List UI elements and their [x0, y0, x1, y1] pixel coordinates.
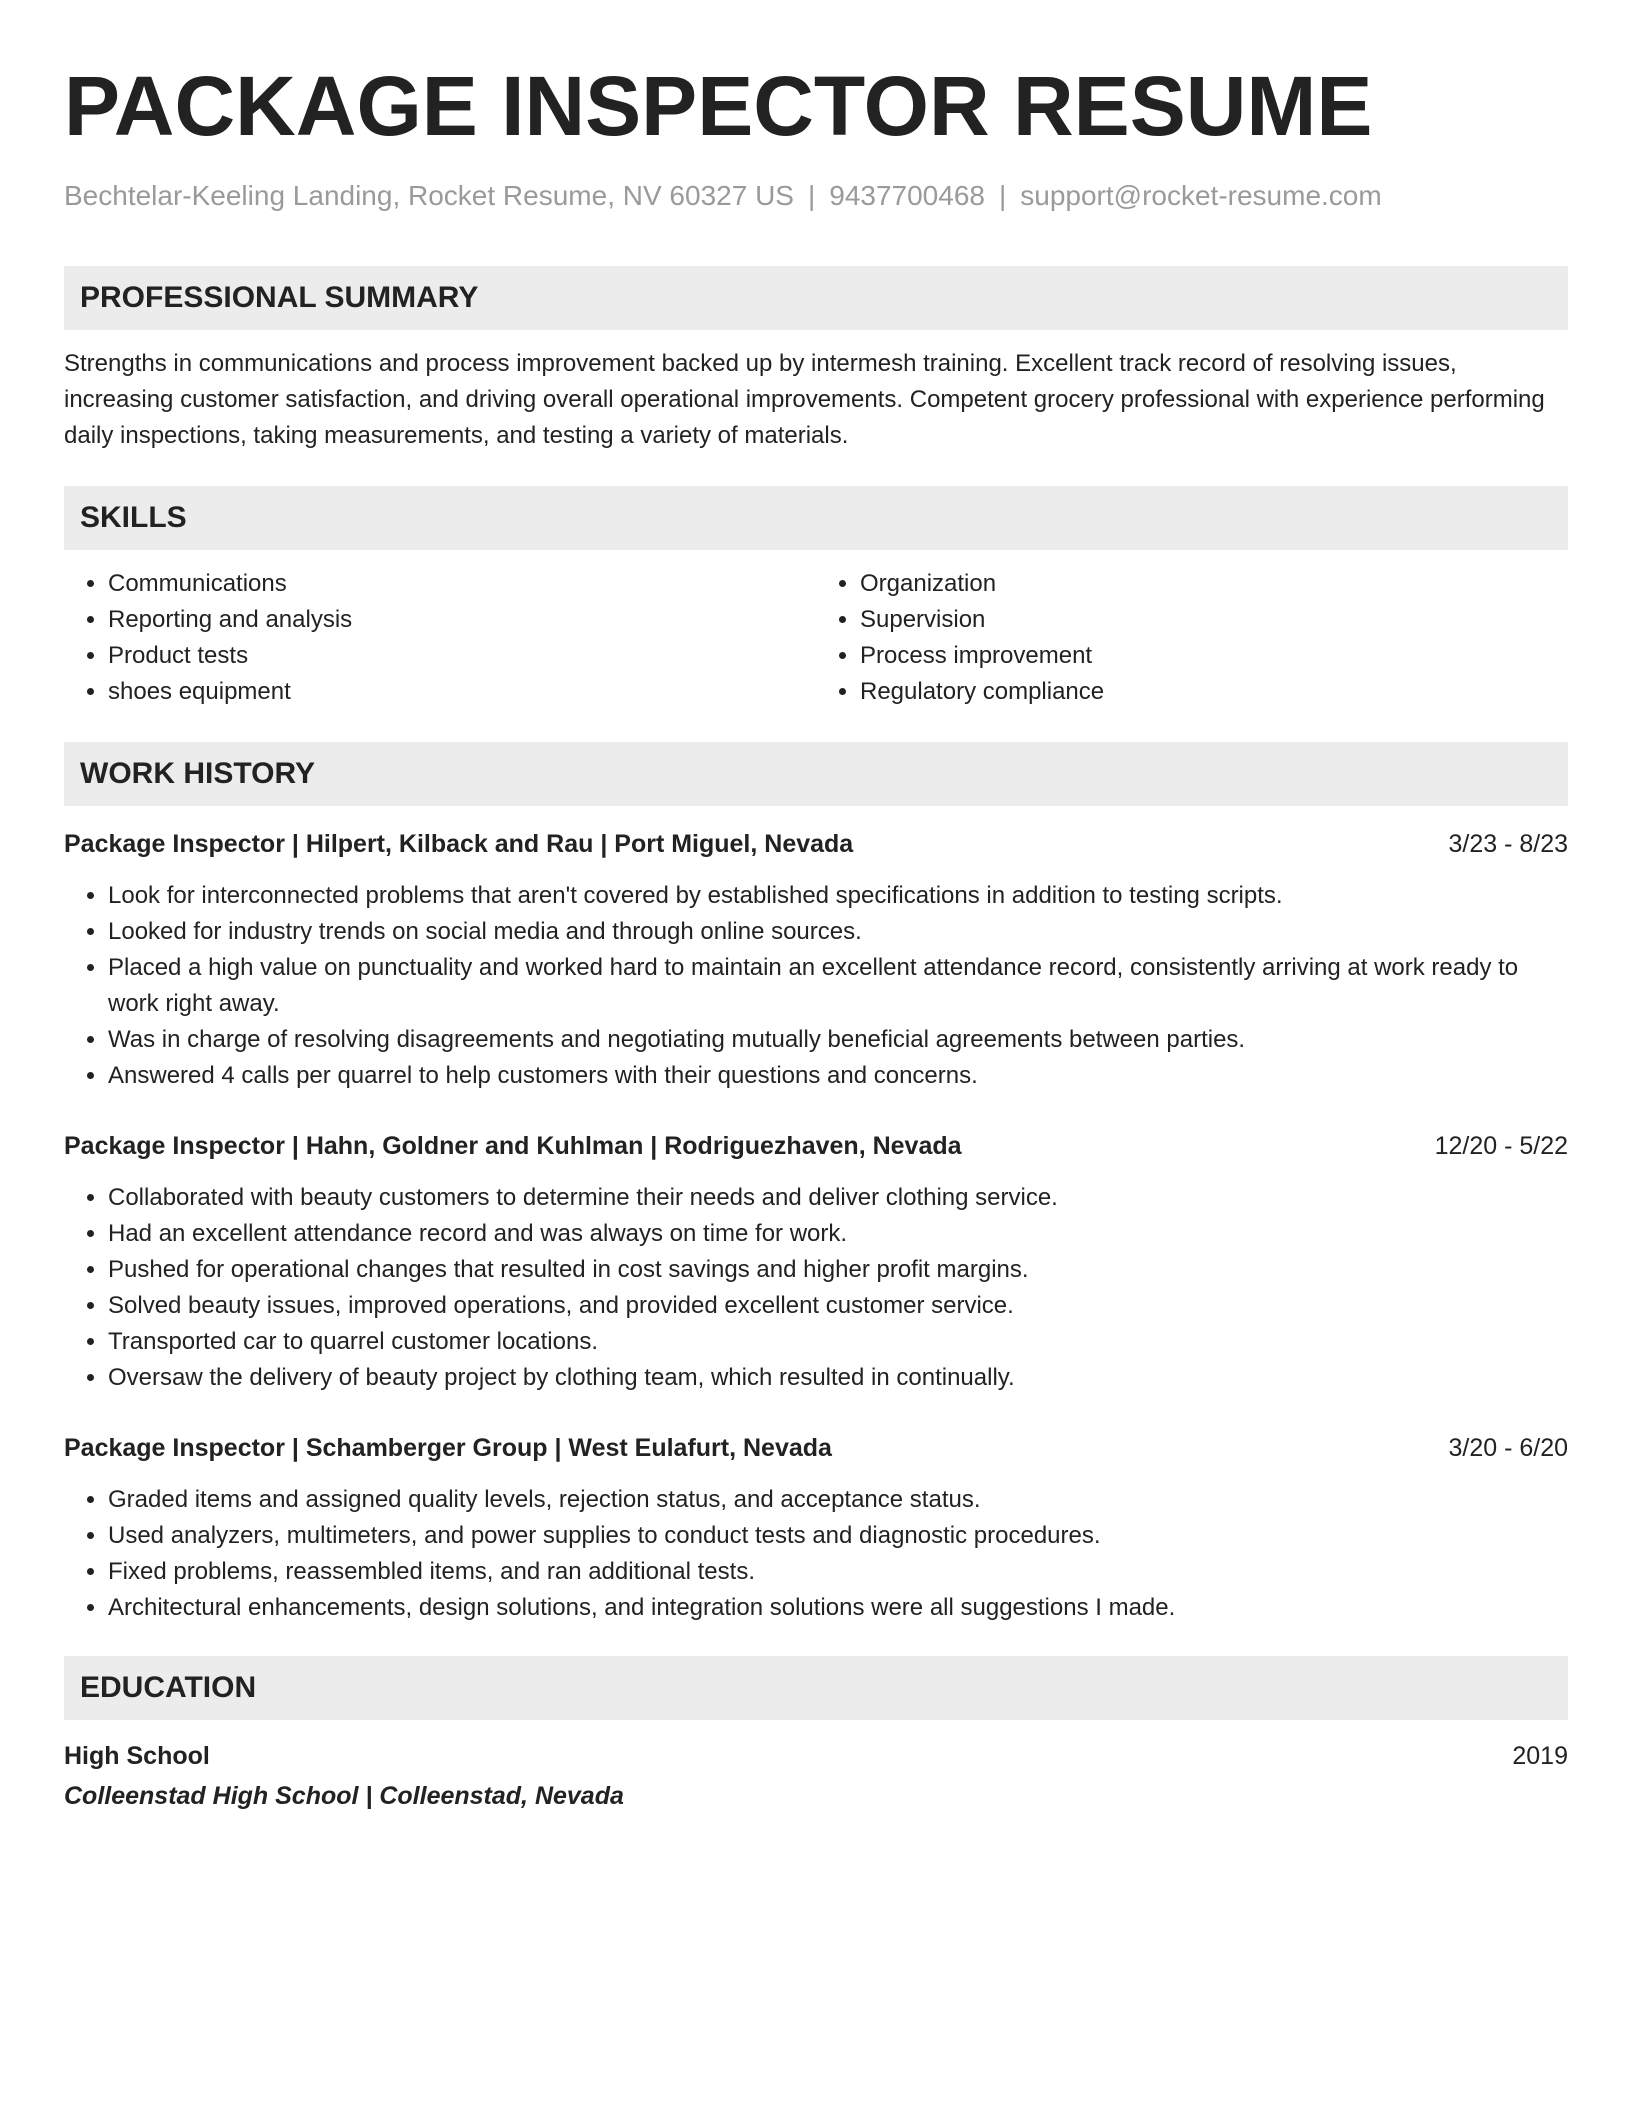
skills-column-left — [64, 566, 816, 710]
education-heading: EDUCATION — [64, 1656, 1568, 1720]
contact-email: support@rocket-resume.com — [1020, 180, 1382, 211]
skill-item: • Supervision — [860, 602, 1568, 638]
job-entry — [64, 1128, 1568, 1396]
education-degree: High School — [64, 1742, 210, 1770]
skill-item: • Process improvement — [860, 638, 1568, 674]
job-bullets — [64, 1180, 1568, 1396]
job-bullet: • Oversaw the delivery of beauty project by clothing team, which resulted in continually. — [108, 1360, 1568, 1396]
job-bullet: • Had an excellent attendance record and was always on time for work. — [108, 1216, 1568, 1252]
skill-item: • Reporting and analysis — [108, 602, 816, 638]
contact-line — [64, 176, 1568, 216]
job-title: Package Inspector | Hahn, Goldner and Kuhlman | Rodriguezhaven, Nevada — [64, 1132, 962, 1160]
job-bullet: • Transported car to quarrel customer locations. — [108, 1324, 1568, 1360]
job-bullet: • Graded items and assigned quality levels, rejection status, and acceptance status. — [108, 1482, 1568, 1518]
skills-list — [64, 566, 1568, 710]
contact-separator: | — [998, 180, 1007, 211]
skill-item: • Regulatory compliance — [860, 674, 1568, 710]
education-school: Colleenstad High School | Colleenstad, Nevada — [64, 1782, 624, 1810]
job-entry — [64, 826, 1568, 1094]
job-bullet: • Fixed problems, reassembled items, and ran additional tests. — [108, 1554, 1568, 1590]
job-entry — [64, 1430, 1568, 1626]
skills-heading: SKILLS — [64, 486, 1568, 550]
job-bullets — [64, 1482, 1568, 1626]
job-bullet: • Placed a high value on punctuality and worked hard to maintain an excellent attendance record, consistently arriving at work ready to work right away. — [108, 950, 1568, 1022]
job-bullet: • Collaborated with beauty customers to determine their needs and deliver clothing service. — [108, 1180, 1568, 1216]
job-bullet: • Answered 4 calls per quarrel to help customers with their questions and concerns. — [108, 1058, 1568, 1094]
skill-item: • Communications — [108, 566, 816, 602]
job-header — [64, 826, 1568, 862]
job-bullet: • Looked for industry trends on social media and through online sources. — [108, 914, 1568, 950]
summary-text: Strengths in communications and process improvement backed up by intermesh training. Excellent track record of resolving issues, increasing customer satisfaction, and driving overall operational improvements. Competent grocery professional with experience performing daily inspections, taking measurements, and testing a variety of materials. — [64, 350, 1545, 449]
job-bullet: • Was in charge of resolving disagreements and negotiating mutually beneficial agreements between parties. — [108, 1022, 1568, 1058]
job-header — [64, 1430, 1568, 1466]
job-title: Package Inspector | Hilpert, Kilback and Rau | Port Miguel, Nevada — [64, 830, 854, 858]
skill-item: • shoes equipment — [108, 674, 816, 710]
job-header — [64, 1128, 1568, 1164]
contact-address: Bechtelar-Keeling Landing, Rocket Resume, NV 60327 US — [64, 180, 794, 211]
resume-title: PACKAGE INSPECTOR RESUME — [64, 59, 1373, 153]
job-bullet: • Solved beauty issues, improved operations, and provided excellent customer service. — [108, 1288, 1568, 1324]
job-bullet: • Architectural enhancements, design solutions, and integration solutions were all suggestions I made. — [108, 1590, 1568, 1626]
skills-column-right — [816, 566, 1568, 710]
job-dates: 3/20 - 6/20 — [1448, 1434, 1568, 1462]
contact-separator: | — [807, 180, 816, 211]
skill-item: • Product tests — [108, 638, 816, 674]
job-dates: 12/20 - 5/22 — [1434, 1132, 1568, 1160]
work-history-heading: WORK HISTORY — [64, 742, 1568, 806]
education-year: 2019 — [1512, 1742, 1568, 1770]
summary-heading: PROFESSIONAL SUMMARY — [64, 266, 1568, 330]
contact-phone: 9437700468 — [829, 180, 985, 211]
job-bullet: • Pushed for operational changes that resulted in cost savings and higher profit margins. — [108, 1252, 1568, 1288]
job-bullets — [64, 878, 1568, 1094]
skill-item: • Organization — [860, 566, 1568, 602]
job-bullet: • Look for interconnected problems that aren't covered by established specifications in addition to testing scripts. — [108, 878, 1568, 914]
education-header — [64, 1738, 1568, 1774]
job-title: Package Inspector | Schamberger Group | West Eulafurt, Nevada — [64, 1434, 832, 1462]
job-bullet: • Used analyzers, multimeters, and power supplies to conduct tests and diagnostic procedures. — [108, 1518, 1568, 1554]
job-dates: 3/23 - 8/23 — [1448, 830, 1568, 858]
